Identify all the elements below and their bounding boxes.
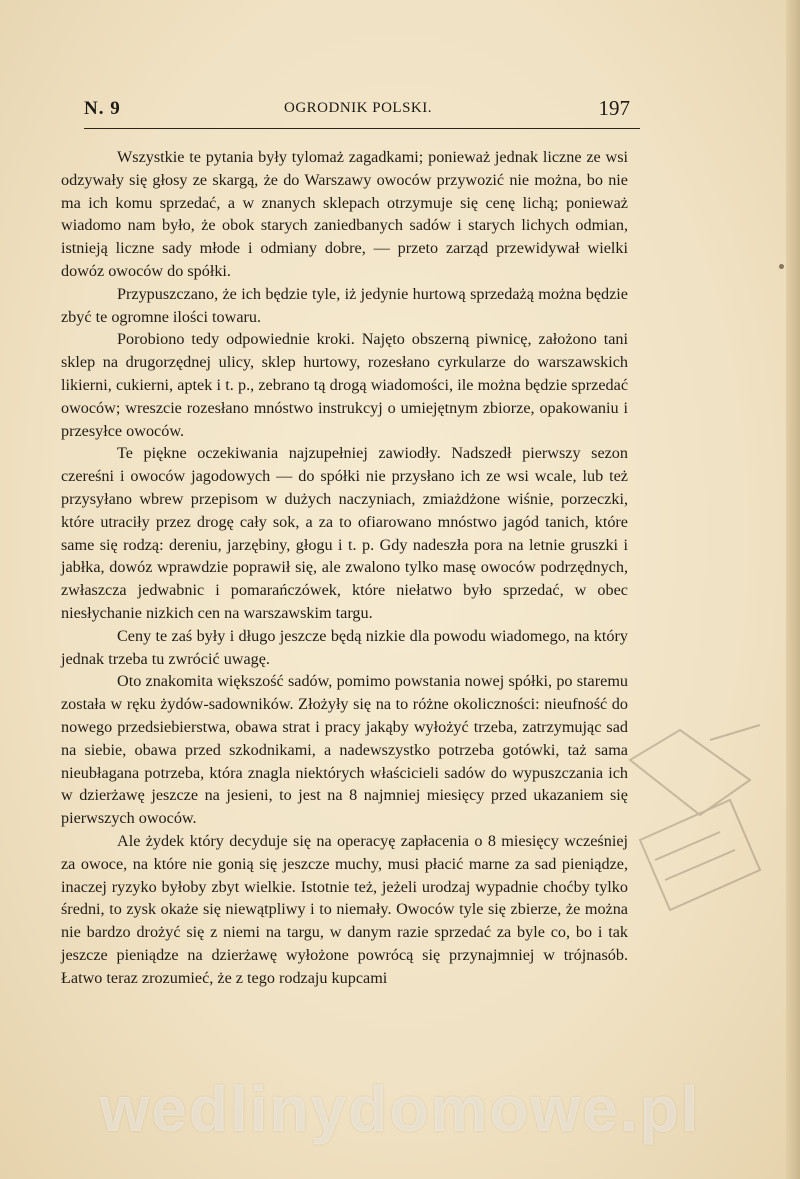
paragraph: Ceny te zaś były i długo jeszcze będą nizkie dla powodu wiadomego, na który jednak trzeba tu zwrócić uwagę. xyxy=(61,626,628,668)
header-rule xyxy=(84,128,640,129)
library-stamp-icon xyxy=(610,720,770,930)
issue-number: N. 9 xyxy=(84,98,121,119)
paragraph: Porobiono tedy odpowiednie kroki. Najęto obszerną piwnicę, założono tani sklep na drugorzędnej ulicy, sklep hurtowy, rozesłano cyrkularze do warszawskich likierni, cukierni, aptek i t. p., zebrano tą drogą wiadomości, ile można będzie sprzedać owoców; wreszcie rozesłano mnóstwo instrukcyj o umiejętnym zbiorze, opakowaniu i przesyłce owoców. xyxy=(61,330,628,440)
paragraph: Ale żydek który decyduje się na operacyę zapłacenia o 8 miesięcy wcześniej za owoce, na które nie gonią się jeszcze muchy, musi płacić marne za sad pieniądze, inaczej ryzyko byłoby zbyt wielkie. Istotnie też, jeżeli urodzaj wypadnie choćby tylko średni, to zysk okaże się niewątpliwy i to niemały. Owoców tyle się zbierze, że można nie bardzo drożyć się z niemi na targu, w danym razie sprzedać za byle co, bo i tak jeszcze pieniądze na dzierżawę wyłożone powrócą się przynajmniej w trójnasób. Łatwo teraz zrozumieć, że z tego rodzaju kupcami xyxy=(61,831,628,987)
paragraph: Przypuszczano, że ich będzie tyle, iż jedynie hurtową sprzedażą można będzie zbyć te ogromne ilości towaru. xyxy=(61,284,628,326)
margin-mark xyxy=(779,264,784,269)
page-edge xyxy=(786,0,800,1179)
paragraph: Oto znakomita większość sadów, pomimo powstania nowej spółki, po staremu została w ręku żydów-sadowników. Złożyły się na to różne okoliczności: nieufność do nowego przedsiebierstwa, obawa strat i pracy jakąby wyłożyć trzeba, zatrzymując sad na siebie, obawa przed szkodnikami, a nadewszystko potrzeba gotówki, taż sama nieubłagana potrzeba, która znagla niektórych właścicieli sadów do wypuszczania ich w dzierżawę jeszcze na jesieni, to jest na 8 najmniej miesięcy przed ukazaniem się pierwszych owoców. xyxy=(61,672,628,828)
paragraph: Wszystkie te pytania były tylomaż zagadkami; ponieważ jednak liczne ze wsi odzywały się głosy ze skargą, że do Warszawy owoców przywozić nie można, bo nie ma ich komu sprzedać, a w znanych sklepach otrzymuje się cenę lichą; ponieważ wiadomo nam było, że obok starych zaniedbanych sadów i starych lichych odmian, istnieją liczne sady młode i odmiany dobre, — przeto zarząd przewidywał wielki dowóz owoców do spółki. xyxy=(61,148,628,280)
paragraph: Te piękne oczekiwania najzupełniej zawiodły. Nadszedł pierwszy sezon czereśni i owoców jagodowych — do spółki nie przysłano ich ze wsi wcale, lub też przysyłano wbrew przepisom w dużych naczyniach, zmiażdżone wiśnie, porzeczki, które utraciły przez drogę cały sok, a za to ofiarowano mnóstwo jagód tanich, które same się rodzą: dereniu, jarzębiny, głogu i t. p. Gdy nadeszła pora na letnie gruszki i jabłka, dowóz wprawdzie poprawił się, ale zwalono tylko masę owoców podrzędnych, zwłaszcza jedwabnic i pomarańczówek, które niełatwo było sprzedać, w obec niesłychanie nizkich cen na warszawskim targu. xyxy=(61,444,628,622)
article-body xyxy=(61,146,628,989)
watermark: wedlinydomowe.pl xyxy=(99,1073,701,1145)
page-header xyxy=(84,96,640,124)
page-number: 197 xyxy=(598,96,630,120)
journal-title: OGRODNIK POLSKI. xyxy=(284,100,433,116)
